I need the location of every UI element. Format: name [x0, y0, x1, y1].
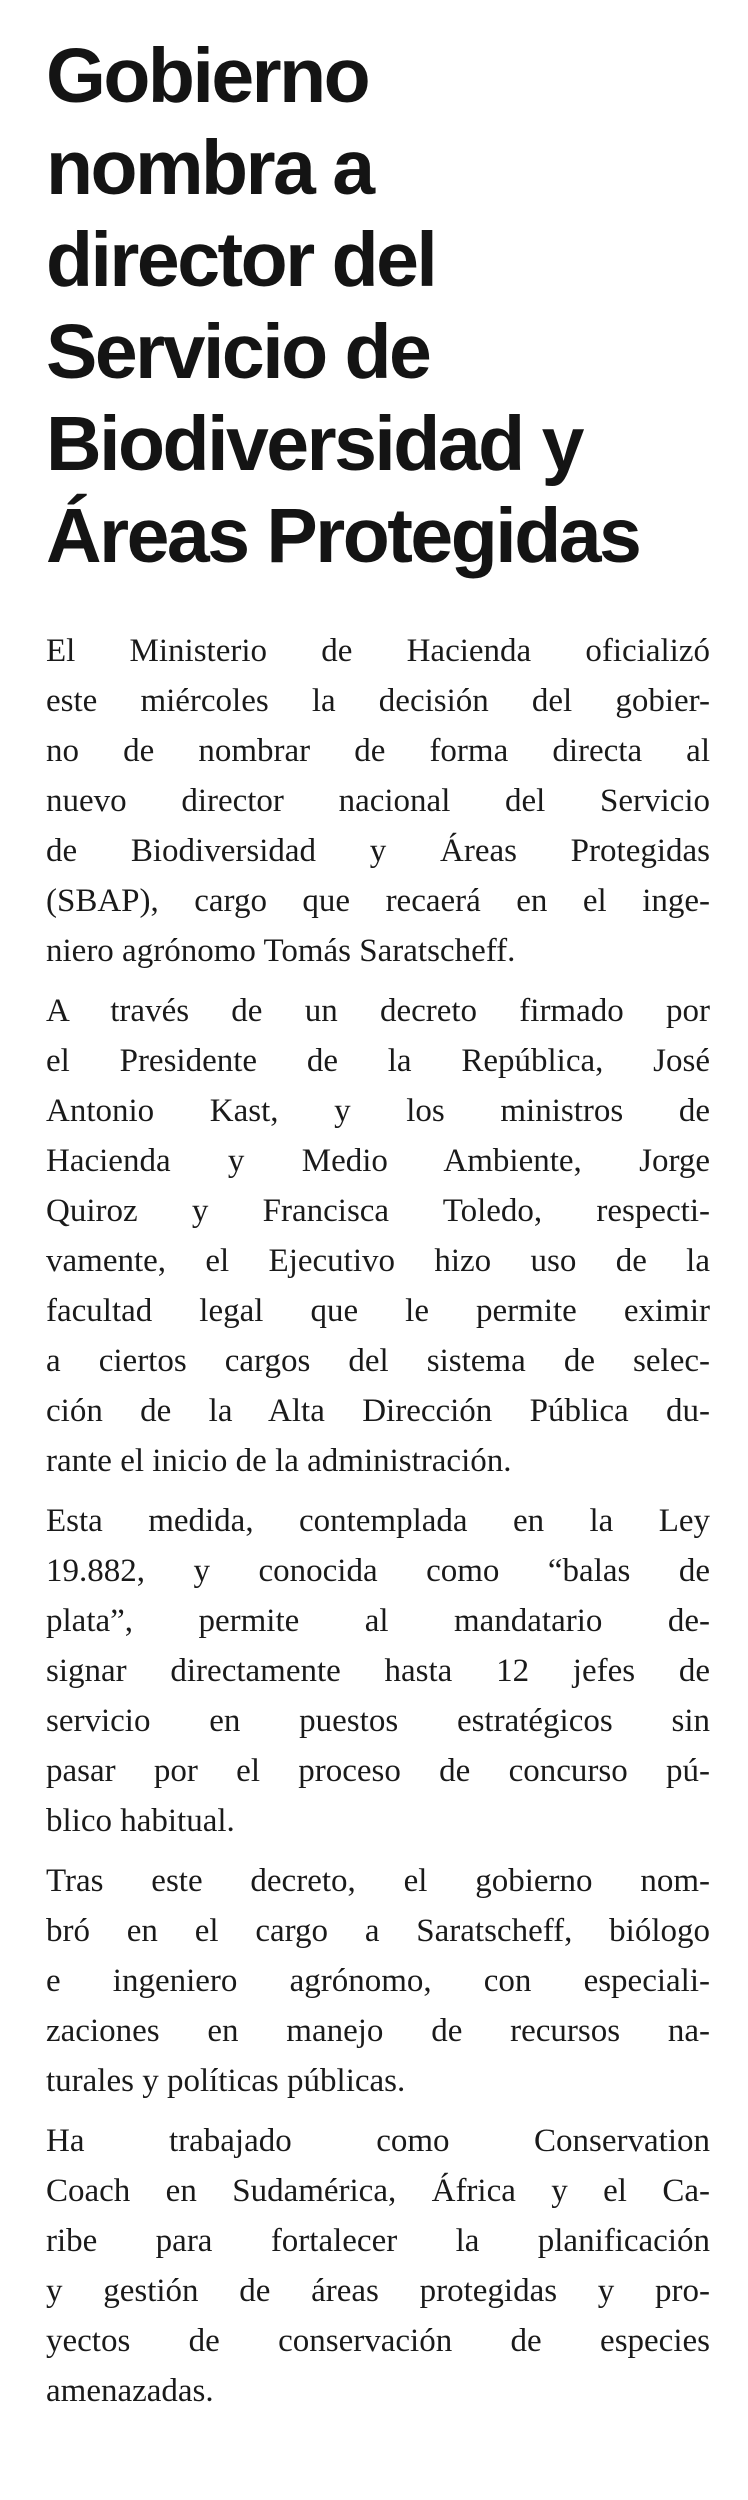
text-line: turales y políticas públicas. [46, 2063, 406, 2099]
text-line: Tras este decreto, el gobierno nom- [46, 1863, 710, 1899]
text-line: amenazadas. [46, 2373, 214, 2409]
headline-line: Gobierno [46, 33, 369, 119]
text-line: rante el inicio de la administración. [46, 1443, 512, 1479]
text-line: Coach en Sudamérica, África y el Ca- [46, 2173, 710, 2209]
text-line: este miércoles la decisión del gobier- [46, 683, 710, 719]
text-line: Ha trabajado como Conservation [46, 2123, 710, 2159]
headline-line: director del [46, 217, 436, 303]
headline [46, 30, 710, 582]
paragraph-2 [46, 986, 710, 1486]
text-line: nuevo director nacional del Servicio [46, 783, 710, 819]
text-line: ribe para fortalecer la planificación [46, 2223, 710, 2259]
text-line: a ciertos cargos del sistema de selec- [46, 1343, 710, 1379]
text-line: Antonio Kast, y los ministros de [46, 1093, 710, 1129]
text-line: Quiroz y Francisca Toledo, respecti- [46, 1193, 710, 1229]
text-line: ción de la Alta Dirección Pública du- [46, 1393, 710, 1429]
paragraph-5 [46, 2116, 710, 2416]
headline-line: Servicio de [46, 309, 430, 395]
text-line: e ingeniero agrónomo, con especiali- [46, 1963, 710, 1999]
text-line: 19.882, y conocida como “balas de [46, 1553, 710, 1589]
headline-line: Áreas Protegidas [46, 493, 640, 579]
text-line: servicio en puestos estratégicos sin [46, 1703, 710, 1739]
text-line: blico habitual. [46, 1803, 235, 1839]
text-line: A través de un decreto firmado por [46, 993, 710, 1029]
text-line: el Presidente de la República, José [46, 1043, 710, 1079]
text-line: (SBAP), cargo que recaerá en el inge- [46, 883, 710, 919]
text-line: signar directamente hasta 12 jefes de [46, 1653, 710, 1689]
headline-line: nombra a [46, 125, 373, 211]
text-line: bró en el cargo a Saratscheff, biólogo [46, 1913, 710, 1949]
text-line: no de nombrar de forma directa al [46, 733, 710, 769]
text-line: plata”, permite al mandatario de- [46, 1603, 710, 1639]
paragraph-4 [46, 1856, 710, 2106]
article-body [46, 626, 710, 2416]
text-line: niero agrónomo Tomás Saratscheff. [46, 933, 516, 969]
text-line: Hacienda y Medio Ambiente, Jorge [46, 1143, 710, 1179]
text-line: zaciones en manejo de recursos na- [46, 2013, 710, 2049]
text-line: vamente, el Ejecutivo hizo uso de la [46, 1243, 710, 1279]
text-line: facultad legal que le permite eximir [46, 1293, 710, 1329]
text-line: Esta medida, contemplada en la Ley [46, 1503, 710, 1539]
text-line: pasar por el proceso de concurso pú- [46, 1753, 710, 1789]
paragraph-1 [46, 626, 710, 976]
headline-line: Biodiversidad y [46, 401, 582, 487]
paragraph-3 [46, 1496, 710, 1846]
text-line: El Ministerio de Hacienda oficializó [46, 633, 710, 669]
text-line: de Biodiversidad y Áreas Protegidas [46, 833, 710, 869]
text-line: y gestión de áreas protegidas y pro- [46, 2273, 710, 2309]
text-line: yectos de conservación de especies [46, 2323, 710, 2359]
